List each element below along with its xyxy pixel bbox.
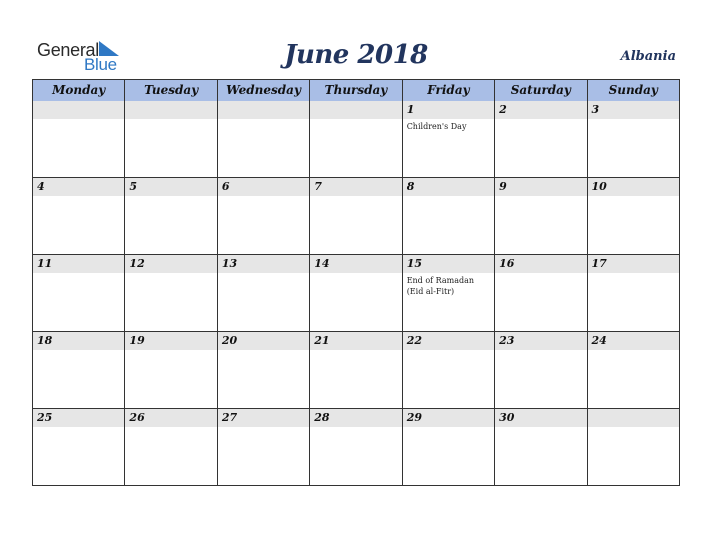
day-cell	[588, 101, 679, 177]
day-cell	[495, 332, 587, 408]
day-cell	[495, 101, 587, 177]
day-number: 5	[129, 180, 138, 193]
day-cell	[495, 178, 587, 254]
week-row	[33, 409, 679, 485]
day-cell	[218, 255, 310, 331]
day-number: 2	[499, 103, 507, 116]
day-number: 10	[591, 180, 607, 193]
calendar-grid	[32, 79, 680, 486]
day-cell	[125, 255, 217, 331]
day-cell	[403, 101, 495, 177]
day-number: 28	[314, 411, 330, 424]
day-number-band	[33, 101, 124, 119]
day-number: 1	[406, 103, 415, 116]
day-number: 15	[406, 257, 422, 270]
day-number-band	[218, 178, 309, 196]
day-cell	[310, 101, 402, 177]
day-number: 14	[314, 257, 330, 270]
day-number-band	[310, 101, 401, 119]
day-number-band	[588, 101, 679, 119]
day-cell	[218, 409, 310, 485]
day-number: 26	[129, 411, 145, 424]
day-number: 9	[499, 180, 507, 193]
day-cell	[310, 255, 402, 331]
day-number-band	[33, 178, 124, 196]
day-number: 24	[591, 334, 607, 347]
day-number: 18	[37, 334, 53, 347]
day-number: 30	[499, 411, 515, 424]
day-number: 23	[499, 334, 515, 347]
weekday-header: Sunday	[608, 83, 658, 97]
day-number: 13	[221, 257, 238, 270]
day-number: 17	[591, 257, 607, 270]
day-cell	[588, 255, 679, 331]
day-cell	[403, 332, 495, 408]
day-number: 25	[37, 411, 53, 424]
day-number-band	[310, 178, 401, 196]
day-number: 20	[221, 334, 238, 347]
day-cell	[588, 178, 679, 254]
day-cell	[33, 332, 125, 408]
logo-word-blue: Blue	[84, 55, 117, 74]
day-cell	[125, 409, 217, 485]
country-label: Albania	[620, 49, 676, 64]
logo-word-general: General	[37, 40, 99, 60]
day-cell	[403, 178, 495, 254]
day-number-band	[403, 178, 494, 196]
day-cell	[588, 332, 679, 408]
day-cell	[125, 178, 217, 254]
day-cell	[125, 332, 217, 408]
day-number-band	[125, 178, 216, 196]
day-number: 29	[406, 411, 422, 424]
weekday-header: Friday	[403, 80, 495, 101]
day-number: 4	[37, 180, 45, 193]
day-cell	[310, 178, 402, 254]
day-number: 27	[221, 411, 238, 424]
holiday-event: End of Ramadan (Eid al-Fitr)	[406, 276, 475, 296]
day-number: 6	[221, 180, 230, 193]
day-number: 7	[314, 180, 322, 193]
week-row	[33, 332, 679, 409]
day-cell	[218, 101, 310, 177]
day-cell	[125, 101, 217, 177]
day-cell	[403, 409, 495, 485]
day-number-band	[588, 409, 679, 427]
weekday-header: Monday	[33, 80, 125, 101]
week-row	[33, 101, 679, 178]
day-cell	[218, 332, 310, 408]
day-number: 19	[129, 334, 145, 347]
day-cell	[33, 255, 125, 331]
day-number-band	[218, 101, 309, 119]
day-number: 22	[406, 334, 422, 347]
day-number: 8	[406, 180, 415, 193]
day-number: 11	[37, 257, 53, 270]
day-cell	[33, 409, 125, 485]
day-number: 16	[499, 257, 515, 270]
week-row	[33, 178, 679, 255]
day-number-band	[125, 101, 216, 119]
day-number: 21	[314, 334, 330, 347]
day-cell	[588, 409, 679, 485]
weekday-header: Saturday	[495, 80, 587, 101]
weekday-header: Wednesday	[218, 80, 310, 101]
day-cell	[310, 332, 402, 408]
weeks-container	[33, 101, 679, 485]
calendar-title: June 2018	[284, 40, 428, 70]
weekday-header-row	[33, 80, 679, 102]
weekday-header: Thursday	[310, 80, 402, 101]
day-cell	[310, 409, 402, 485]
day-cell	[495, 409, 587, 485]
day-cell	[33, 101, 125, 177]
week-row	[33, 255, 679, 332]
day-cell	[403, 255, 495, 331]
weekday-header: Tuesday	[125, 80, 217, 101]
day-number-band	[403, 101, 494, 119]
day-number: 3	[591, 103, 600, 116]
day-cell	[33, 178, 125, 254]
day-cell	[218, 178, 310, 254]
day-number-band	[495, 101, 586, 119]
day-number-band	[495, 178, 586, 196]
holiday-event: Children's Day	[406, 122, 467, 131]
day-number: 12	[129, 257, 145, 270]
day-cell	[495, 255, 587, 331]
